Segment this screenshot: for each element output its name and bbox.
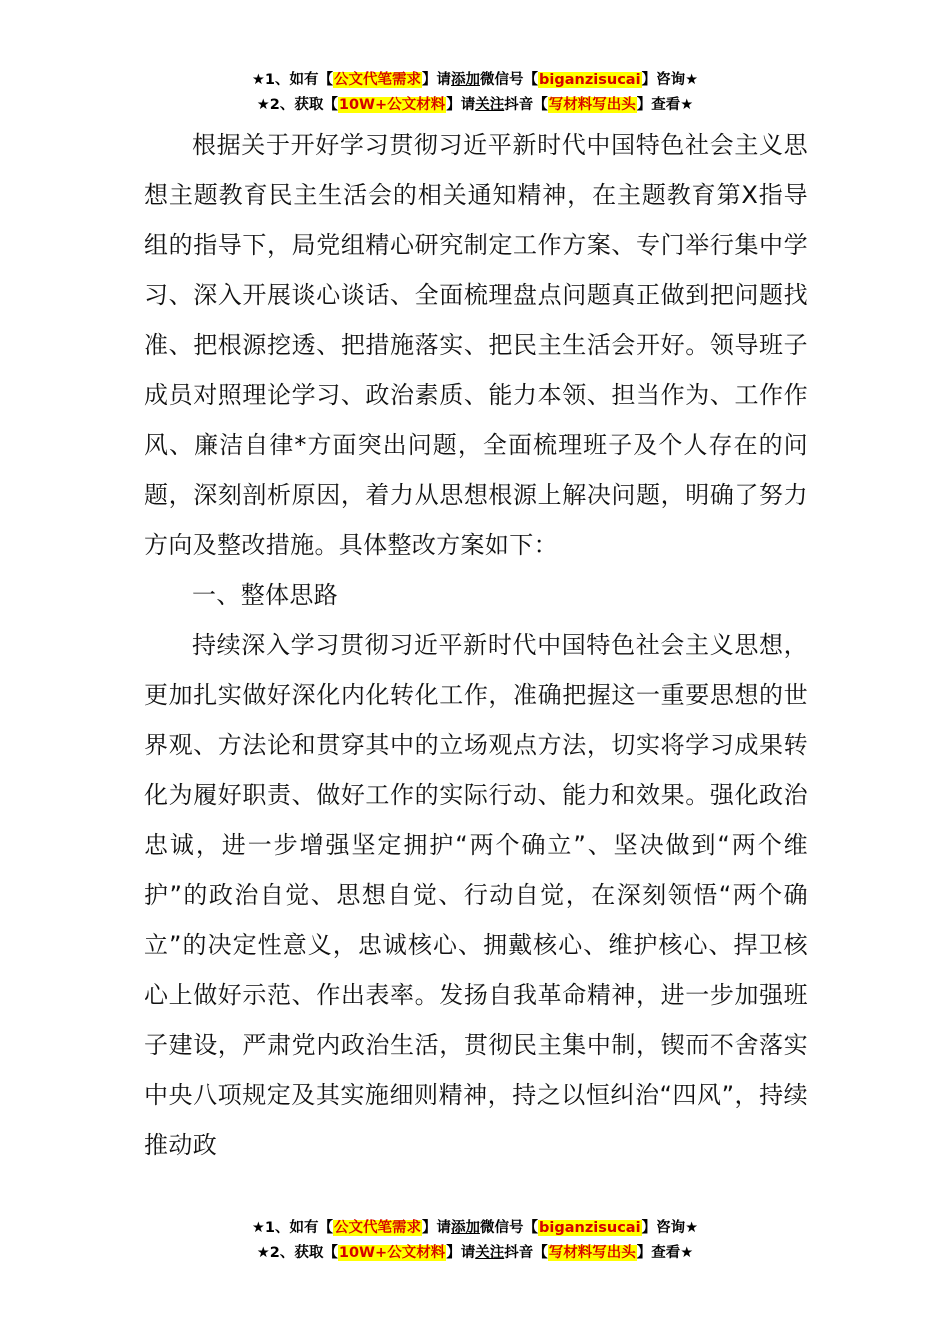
banner-text: 微信号【 (480, 1220, 539, 1236)
banner-highlight: 10W+公文材料 (338, 1245, 446, 1261)
paragraph-approach: 持续深入学习贯彻习近平新时代中国特色社会主义思想，更加扎实做好深化内化转化工作，准确把握这一重要思想的世界观、方法论和贯穿其中的立场观点方法，切实将学习成果转化为履好职责、做好工作的实际行动、能力和效果。强化政治忠诚，进一步增强坚定拥护“两个确立”、坚决做到“两个维护”的政治自觉、思想自觉、行动自觉，在深刻领悟“两个确立”的决定性意义，忠诚核心、拥戴核心、维护核心、捍卫核心上做好示范、作出表率。发扬自我革命精神，进一步加强班子建设，严肃党内政治生活，贯彻民主集中制，锲而不舍落实中央八项规定及其实施细则精神，持之以恒纠治“四风”，持续推动政 (144, 631, 808, 1159)
banner-emphasis: 添加 (451, 1220, 481, 1236)
banner-text: 】请 (446, 1245, 476, 1261)
banner-text: ★2、获取【 (256, 97, 338, 113)
banner-highlight: biganzisucai (539, 72, 641, 88)
banner-text: ★1、如有【 (251, 1220, 334, 1236)
banner-highlight: 写材料写出头 (548, 1245, 636, 1261)
banner-line-2 (0, 93, 950, 118)
banner-text: 】查看★ (636, 1245, 694, 1261)
banner-text: 】请 (422, 72, 452, 88)
banner-line-1 (0, 1216, 950, 1241)
footer-banner (0, 1216, 950, 1266)
banner-text: 抖音【 (504, 1245, 548, 1261)
section-heading: 一、整体思路 (192, 581, 339, 609)
banner-line-2 (0, 1241, 950, 1266)
banner-text: 】请 (422, 1220, 452, 1236)
banner-highlight: 写材料写出头 (548, 97, 636, 113)
document-body (144, 120, 808, 1170)
banner-text: ★1、如有【 (251, 72, 334, 88)
banner-emphasis: 关注 (475, 1245, 505, 1261)
banner-text: 】查看★ (636, 97, 694, 113)
banner-text: 抖音【 (504, 97, 548, 113)
banner-highlight: 公文代笔需求 (334, 72, 422, 88)
banner-emphasis: 添加 (451, 72, 481, 88)
paragraph-intro: 根据关于开好学习贯彻习近平新时代中国特色社会主义思想主题教育民主生活会的相关通知精神，在主题教育第X指导组的指导下，局党组精心研究制定工作方案、专门举行集中学习、深入开展谈心谈话、全面梳理盘点问题真正做到把问题找准、把根源挖透、把措施落实、把民主生活会开好。领导班子成员对照理论学习、政治素质、能力本领、担当作为、工作作风、廉洁自律*方面突出问题，全面梳理班子及个人存在的问题，深刻剖析原因，着力从思想根源上解决问题，明确了努力方向及整改措施。具体整改方案如下： (144, 131, 808, 559)
banner-line-1 (0, 68, 950, 93)
banner-emphasis: 关注 (475, 97, 505, 113)
banner-text: 】请 (446, 97, 476, 113)
banner-text: 微信号【 (480, 72, 539, 88)
banner-highlight: biganzisucai (539, 1220, 641, 1236)
banner-highlight: 10W+公文材料 (338, 97, 446, 113)
banner-text: 】咨询★ (641, 1220, 699, 1236)
banner-text: 】咨询★ (641, 72, 699, 88)
banner-text: ★2、获取【 (256, 1245, 338, 1261)
header-banner (0, 68, 950, 118)
banner-highlight: 公文代笔需求 (334, 1220, 422, 1236)
